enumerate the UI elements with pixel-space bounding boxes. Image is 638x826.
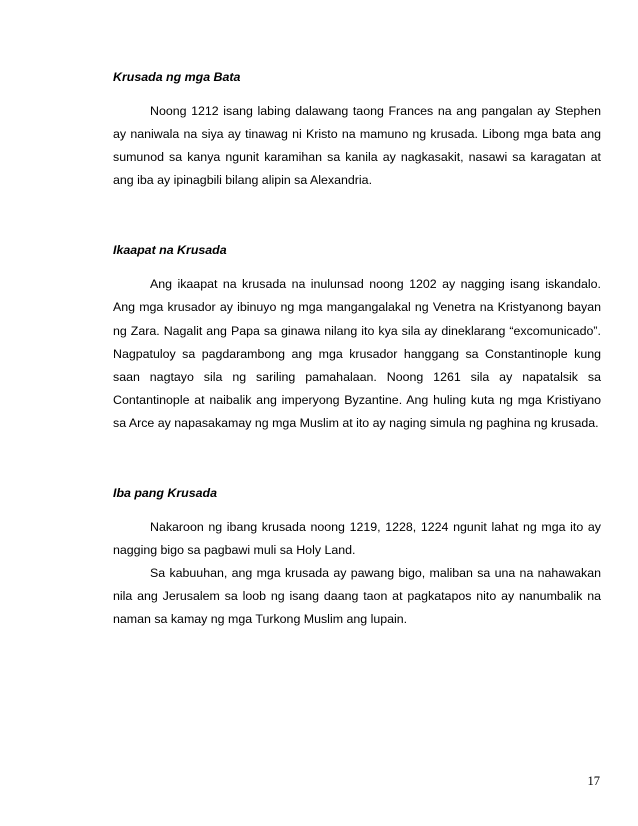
section-krusada-ng-mga-bata [113,68,601,192]
paragraph: Noong 1212 isang labing dalawang taong Frances na ang pangalan ay Stephen ay naniwala na siya ay tinawag ni Kristo na mamuno ng krusada. Libong mga bata ang sumunod sa kanya ngunit karamihan sa kanila ay nagkasakit, nasawi sa karagatan at ang iba ay ipinagbili bilang alipin sa Alexandria. [113,104,601,188]
page-content [113,68,601,632]
section-heading: Ikaapat na Krusada [113,243,227,258]
section-heading: Krusada ng mga Bata [113,70,241,84]
section-ikaapat-na-krusada [113,241,601,435]
section-iba-pang-krusada [113,484,601,631]
paragraph: Ang ikaapat na krusada na inulunsad noong 1202 ay nagging isang iskandalo. Ang mga krusador ay ibinuyo ng mga mangangalakal ng Venetra na Kristyanong bayan ng Zara. Nagalit ang Papa sa ginawa nilang ito kya sila ay dineklarang “excomunicado”. Nagpatuloy sa pagdarambong ang mga krusador hanggang sa Constantinople kung saan nagtayo sila ng sariling pamahalaan. Noong 1261 sila ay napatalsik sa Contantinople at naibalik ang imperyong Byzantine. Ang huling kuta ng mga Kristiyano sa Arce ay napasakamay ng mga Muslim at ito ay naging simula ng paghina ng krusada. [113,277,601,430]
section-heading: Iba pang Krusada [113,486,217,501]
paragraph: Nakaroon ng ibang krusada noong 1219, 1228, 1224 ngunit lahat ng mga ito ay nagging bigo sa pagbawi muli sa Holy Land. [113,520,601,558]
page-number: 17 [587,774,600,788]
paragraph: Sa kabuuhan, ang mga krusada ay pawang bigo, maliban sa una na nahawakan nila ang Jerusalem sa loob ng isang daang taon at pagkatapos nito ay nanumbalik na naman sa kamay ng mga Turkong Muslim ang lupain. [113,566,601,627]
